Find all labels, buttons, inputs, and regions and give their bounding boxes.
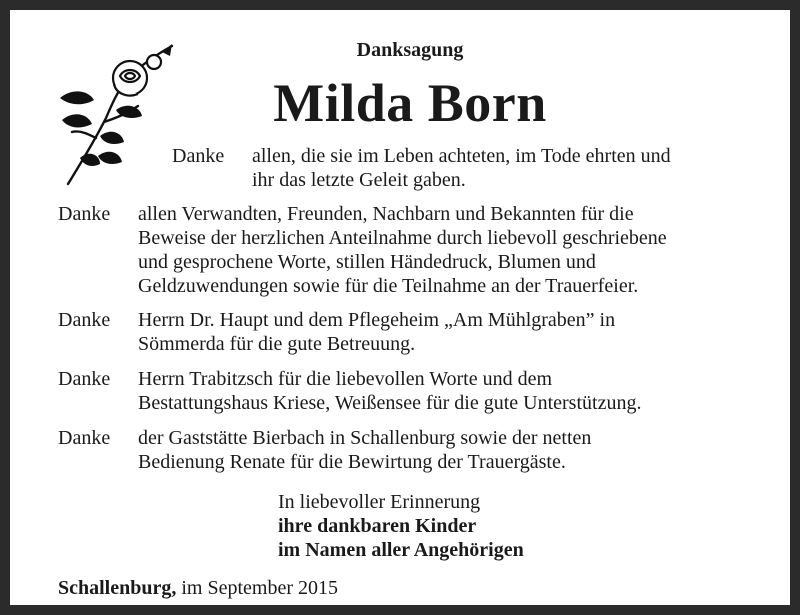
text-line: Beweise der herzlichen Anteilnahme durch liebevoll geschriebene	[138, 227, 667, 249]
text-line: allen, die sie im Leben achteten, im Tode ehrten und	[252, 145, 671, 167]
text-line: Bestattungshaus Kriese, Weißensee für die gute Unterstützung.	[138, 392, 642, 414]
thanks-label-1: Danke	[58, 203, 111, 225]
closing-signatories: ihre dankbaren Kinder	[278, 515, 477, 537]
place: Schallenburg,	[58, 577, 177, 599]
thanks-text-4	[138, 426, 591, 474]
text-line: ihr das letzte Geleit gaben.	[252, 169, 466, 191]
thanks-text-3	[138, 367, 641, 415]
text-line: allen Verwandten, Freunden, Nachbarn und Bekannten für die	[138, 203, 634, 225]
thanks-label-4: Danke	[58, 427, 111, 449]
thanks-label-2: Danke	[58, 309, 111, 331]
rose-icon	[54, 38, 180, 188]
closing-signature	[278, 490, 524, 562]
text-line: Sömmerda für die gute Betreuung.	[138, 333, 416, 355]
notice-heading: Danksagung	[356, 39, 464, 61]
closing-line: In liebevoller Erinnerung	[278, 491, 481, 513]
thanks-label-intro: Danke	[172, 145, 225, 167]
text-line: der Gaststätte Bierbach in Schallenburg sowie der netten	[138, 427, 592, 449]
text-line: Bedienung Renate für die Bewirtung der Trauergäste.	[138, 451, 566, 473]
text-line: Herrn Trabitzsch für die liebevollen Worte und dem	[138, 368, 553, 390]
text-line: und gesprochene Worte, stillen Händedruck, Blumen und	[138, 251, 596, 273]
text-line: Herrn Dr. Haupt und dem Pflegeheim „Am Mühlgraben” in	[138, 309, 616, 331]
place-date	[58, 576, 338, 600]
thanks-text-1	[138, 202, 667, 298]
thanks-label-3: Danke	[58, 368, 111, 390]
thanks-text-2	[138, 308, 615, 356]
closing-relatives: im Namen aller Angehörigen	[278, 539, 524, 561]
text-line: Geldzuwendungen sowie für die Teilnahme an der Trauerfeier.	[138, 275, 639, 297]
deceased-name: Milda Born	[273, 73, 547, 133]
date: im September 2015	[181, 577, 338, 599]
thanks-text-intro	[252, 144, 671, 192]
